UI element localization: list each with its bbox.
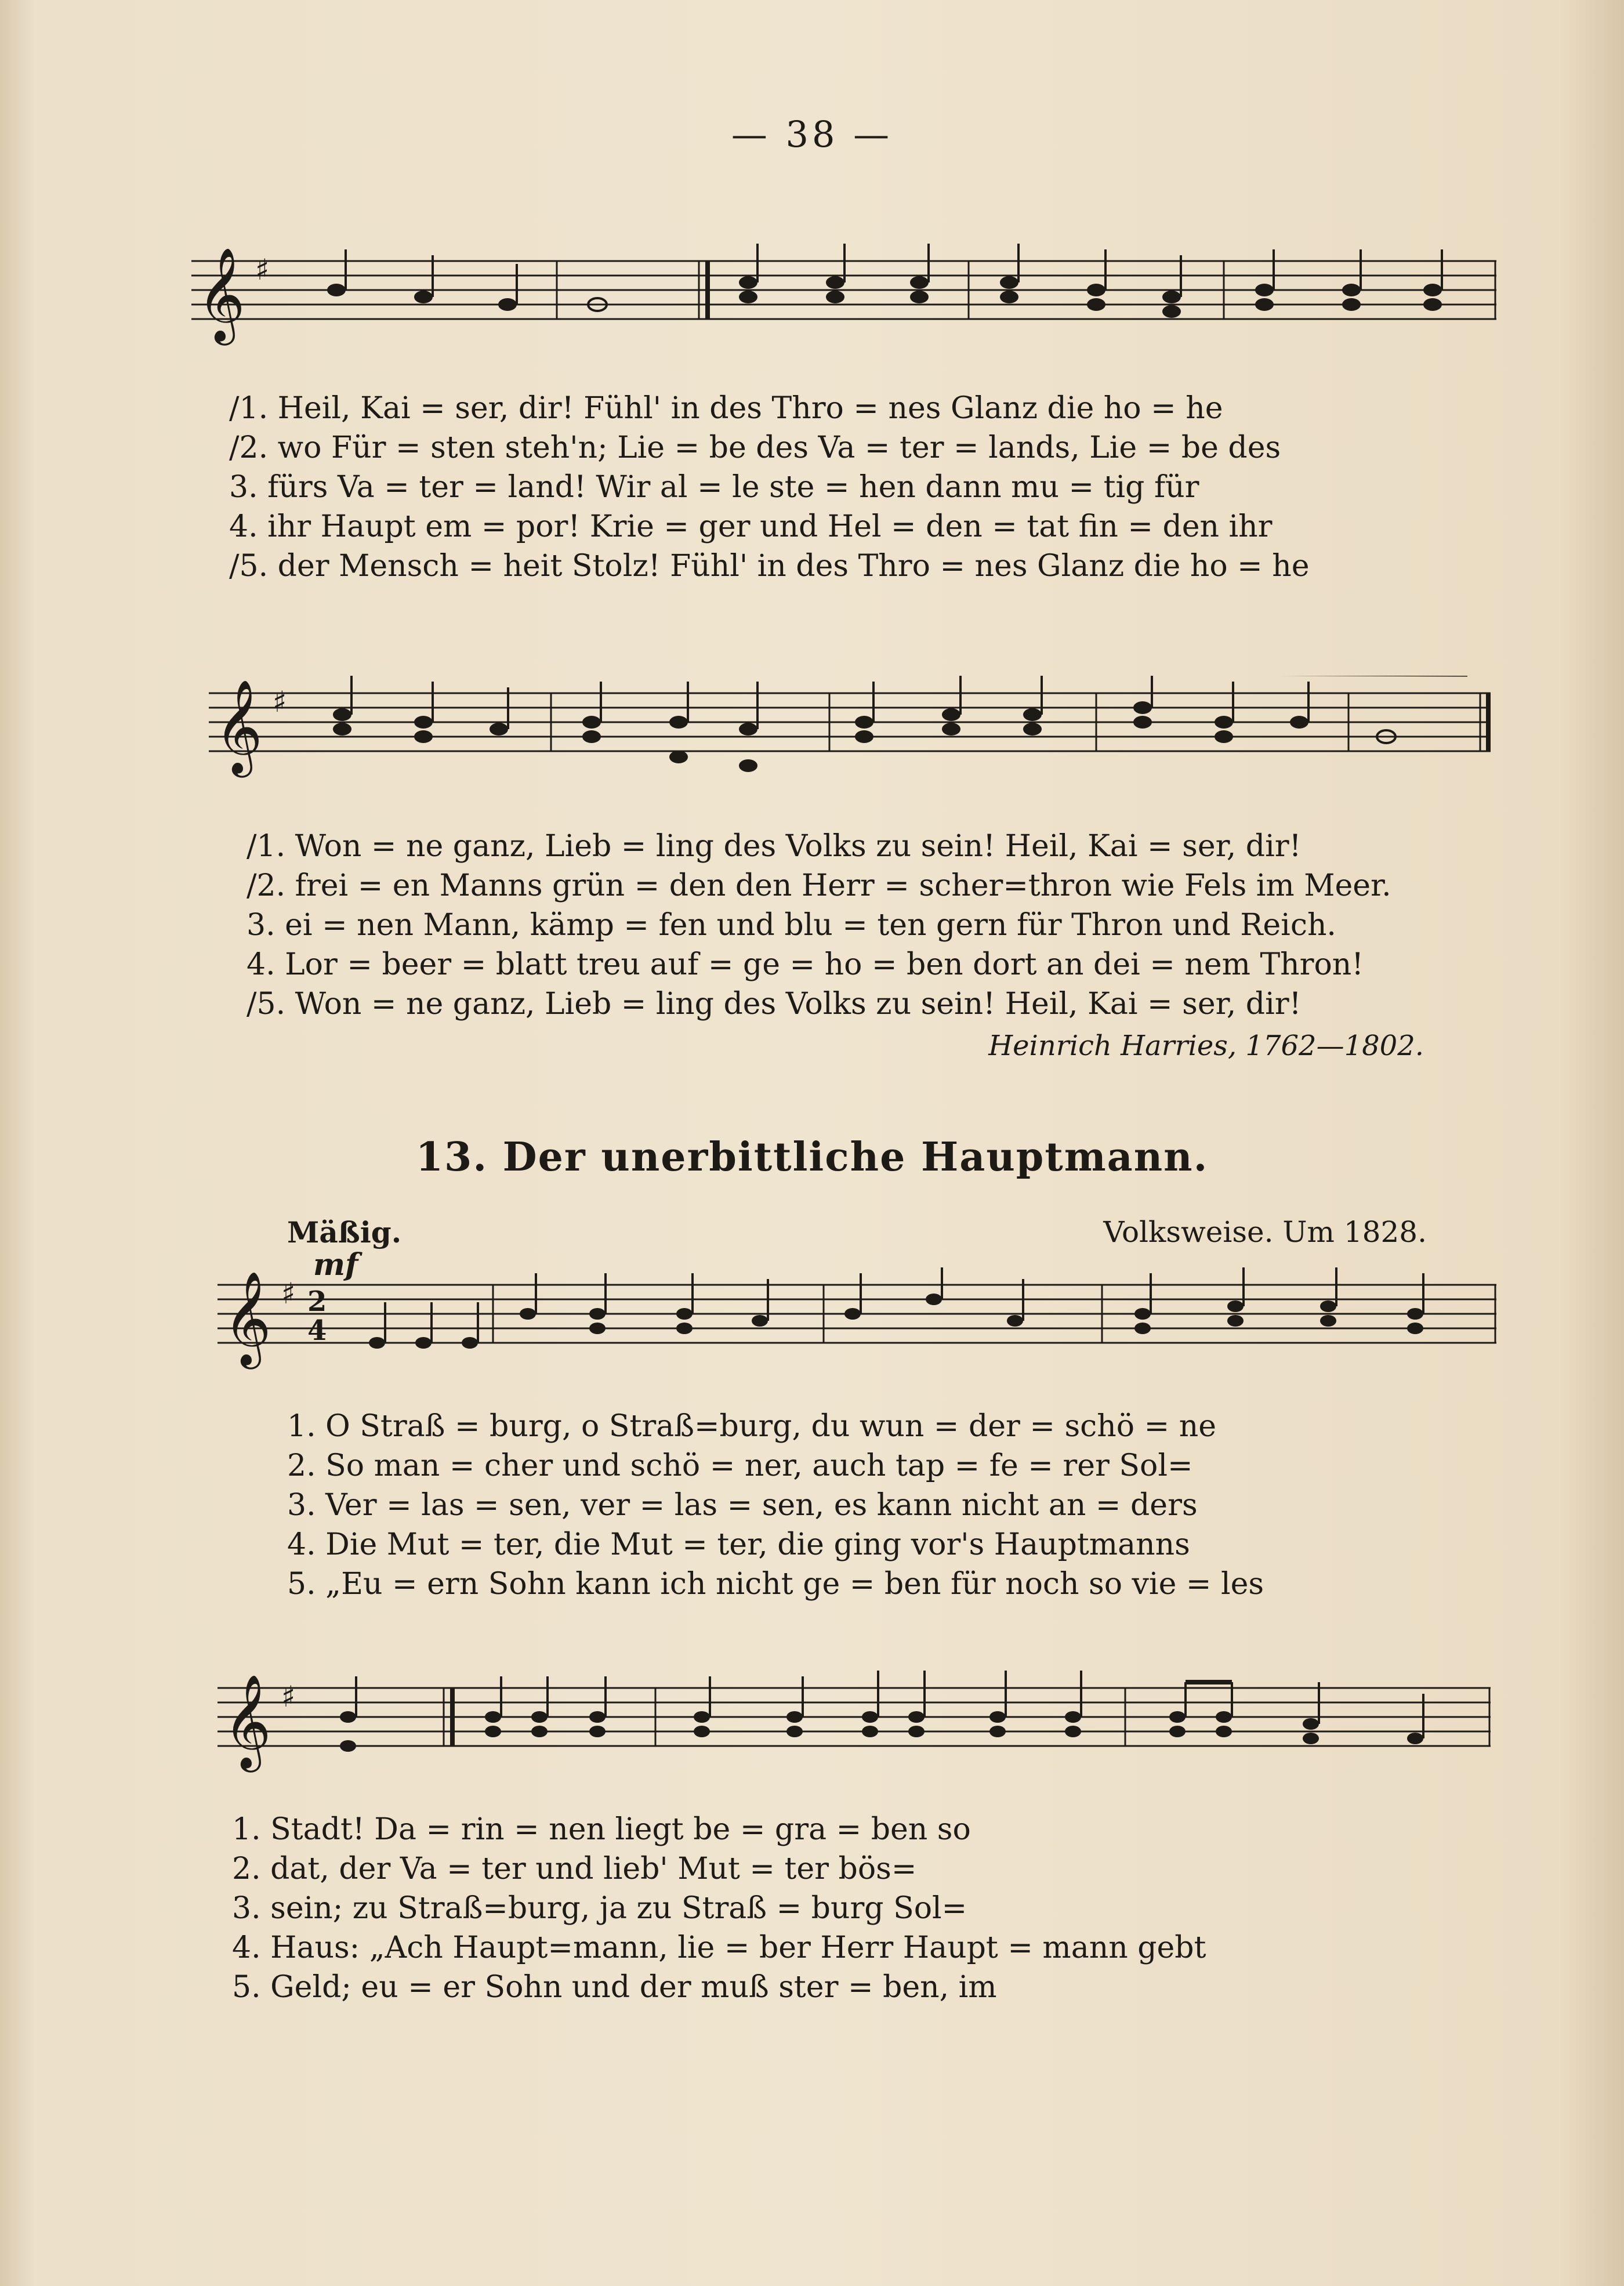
verse-line: 2. So man = cher und schö = ner, auch tap = fe = rer Sol= bbox=[287, 1448, 1193, 1483]
verse-line: 4. Die Mut = ter, die Mut = ter, die ging vor's Hauptmanns bbox=[287, 1527, 1190, 1562]
verse-line: 4. Lor = beer = blatt treu auf = ge = ho = ben dort an dei = nem Thron! bbox=[246, 947, 1364, 982]
song13-verses-part1 bbox=[287, 1407, 1264, 1604]
verse-line: 3. Ver = las = sen, ver = las = sen, es kann nicht an = ders bbox=[287, 1488, 1198, 1523]
song13-title: 13. Der unerbittliche Hauptmann. bbox=[415, 1134, 1209, 1180]
verse-line: 4. ihr Haupt em = por! Krie = ger und Hel = den = tat fin = den ihr bbox=[229, 509, 1273, 544]
verse-line: 5. Geld; eu = er Sohn und der muß ster = ben, im bbox=[232, 1970, 997, 2005]
song12-verses-part2 bbox=[246, 827, 1391, 1024]
verse-line: 3. fürs Va = ter = land! Wir al = le ste = hen dann mu = tig für bbox=[229, 470, 1199, 505]
svg-text:4: 4 bbox=[307, 1314, 327, 1347]
svg-text:𝄞: 𝄞 bbox=[197, 247, 245, 342]
song13-verses-part2 bbox=[232, 1810, 1206, 2007]
svg-text:♯: ♯ bbox=[281, 1277, 296, 1310]
verse-line: /5. Won = ne ganz, Lieb = ling des Volks zu sein! Heil, Kai = ser, dir! bbox=[246, 987, 1302, 1021]
music-staff-song13-system2 bbox=[191, 1671, 1496, 1769]
music-staff-song12-system2 bbox=[191, 676, 1496, 774]
svg-text:𝄞: 𝄞 bbox=[215, 679, 263, 774]
verse-line: 4. Haus: „Ach Haupt=mann, lie = ber Herr Haupt = mann gebt bbox=[232, 1930, 1206, 1965]
melody-source: Volksweise. Um 1828. bbox=[1103, 1215, 1427, 1249]
svg-text:𝄞: 𝄞 bbox=[223, 1674, 271, 1769]
verse-line: 1. Stadt! Da = rin = nen liegt be = gra = ben so bbox=[232, 1812, 971, 1847]
song12-author-credit: Heinrich Harries, 1762—1802. bbox=[988, 1030, 1424, 1062]
verse-line: /1. Heil, Kai = ser, dir! Fühl' in des Thro = nes Glanz die ho = he bbox=[229, 391, 1223, 426]
verse-line: /2. wo Für = sten steh'n; Lie = be des Va = ter = lands, Lie = be des bbox=[229, 430, 1281, 465]
svg-text:♯: ♯ bbox=[255, 253, 270, 287]
tempo-marking: Mäßig. bbox=[287, 1215, 402, 1249]
svg-text:𝄞: 𝄞 bbox=[223, 1271, 271, 1365]
verse-line: /5. der Mensch = heit Stolz! Fühl' in des Thro = nes Glanz die ho = he bbox=[229, 549, 1310, 584]
verse-line: 2. dat, der Va = ter und lieb' Mut = ter bös= bbox=[232, 1852, 917, 1886]
verse-line: /2. frei = en Manns grün = den den Herr = scher=thron wie Fels im Meer. bbox=[246, 868, 1391, 903]
verse-line: 3. sein; zu Straß=burg, ja zu Straß = burg Sol= bbox=[232, 1891, 967, 1926]
svg-text:♯: ♯ bbox=[273, 685, 287, 719]
verse-line: 3. ei = nen Mann, kämp = fen und blu = ten gern für Thron und Reich. bbox=[246, 908, 1336, 943]
verse-line: /1. Won = ne ganz, Lieb = ling des Volks zu sein! Heil, Kai = ser, dir! bbox=[246, 829, 1302, 864]
music-staff-song12-system1 bbox=[191, 244, 1496, 342]
dynamics-marking: mf bbox=[313, 1247, 358, 1283]
svg-text:♯: ♯ bbox=[281, 1680, 296, 1713]
verse-line: 1. O Straß = burg, o Straß=burg, du wun = der = schö = ne bbox=[287, 1409, 1216, 1444]
verse-line: 5. „Eu = ern Sohn kann ich nicht ge = ben für noch so vie = les bbox=[287, 1567, 1264, 1602]
svg-text:2: 2 bbox=[307, 1285, 327, 1318]
song12-verses-part1 bbox=[229, 389, 1310, 586]
page-number: — 38 — bbox=[731, 113, 893, 155]
music-staff-song13-system1 bbox=[191, 1267, 1496, 1365]
